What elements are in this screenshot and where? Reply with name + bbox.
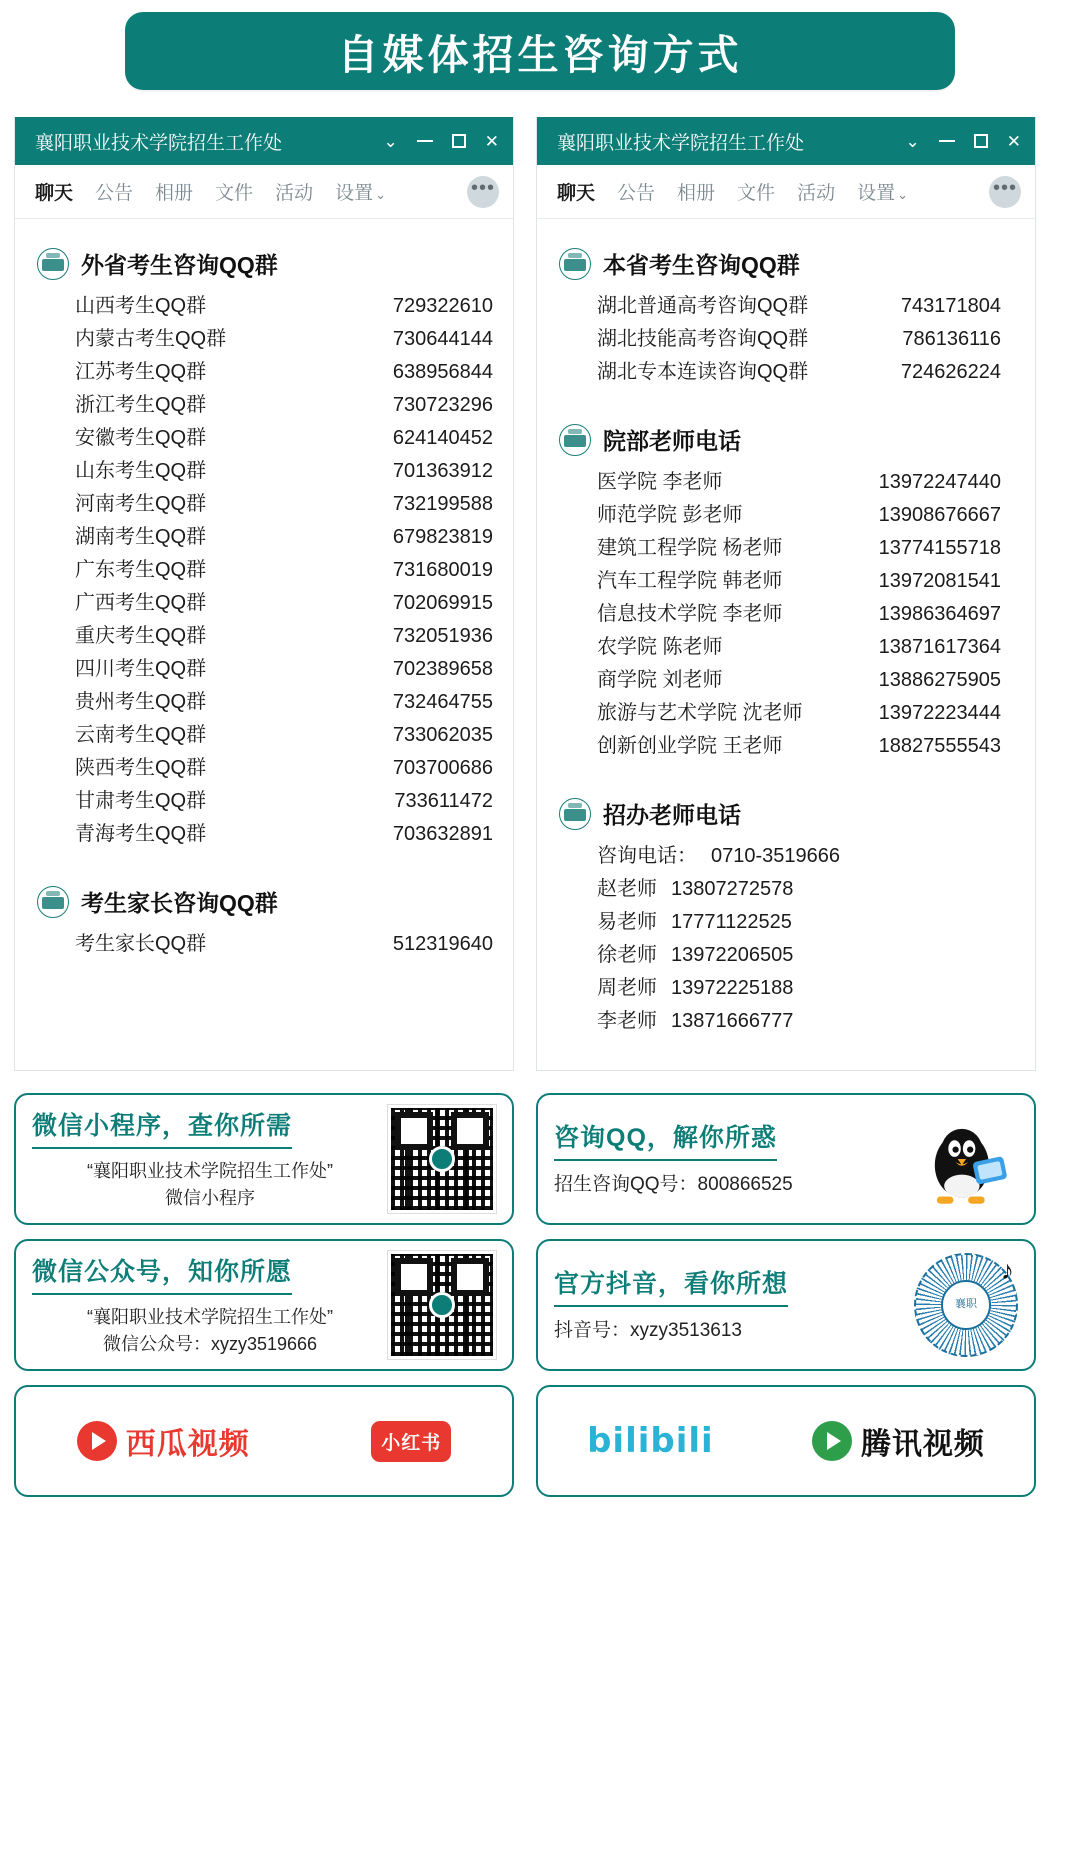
play-icon	[77, 1421, 117, 1461]
card-line-1: “襄阳职业技术学院招生工作处”	[87, 1307, 333, 1327]
chevron-down-icon: ⌄	[897, 187, 908, 202]
tab-announcement-left[interactable]: 公告	[95, 183, 134, 204]
section-out-of-province	[35, 247, 493, 851]
card-video-logos-left[interactable]	[14, 1385, 514, 1497]
list-item: 李老师 13871666777	[597, 1010, 794, 1032]
list-item: 湖南考生QQ群 679823819	[75, 526, 493, 548]
window-titlebar-right	[537, 117, 1035, 165]
tab-chat-right[interactable]: 聊天	[557, 183, 596, 204]
window-title-right: 襄阳职业技术学院招生工作处	[557, 132, 805, 154]
card-heading: 咨询QQ，解你所惑	[554, 1118, 777, 1161]
qr-code-icon	[388, 1251, 496, 1359]
section-parents	[35, 885, 493, 961]
close-icon[interactable]: ✕	[484, 131, 499, 151]
card-wechat-official[interactable]	[14, 1239, 514, 1371]
tab-album-right[interactable]: 相册	[677, 183, 716, 204]
qq-window-left	[14, 117, 514, 1071]
promo-column-right	[536, 1093, 1036, 1497]
list-item: 河南考生QQ群 732199588	[75, 493, 493, 515]
section-gap	[35, 857, 493, 875]
section-title: 本省考生咨询QQ群	[603, 252, 800, 278]
list-item: 徐老师 13972206505	[597, 944, 794, 966]
maximize-icon[interactable]	[452, 134, 466, 148]
section-title: 外省考生咨询QQ群	[81, 252, 278, 278]
tab-settings-right[interactable]: 设置 ⌄	[857, 183, 908, 204]
list-item: 咨询电话： 0710-3519666	[597, 845, 841, 867]
window-title-left: 襄阳职业技术学院招生工作处	[35, 132, 283, 154]
section-title: 院部老师电话	[603, 428, 741, 454]
qq-group-list-in-province	[557, 290, 1015, 389]
section-header	[559, 247, 1015, 280]
section-admission-office	[557, 797, 1015, 1038]
card-line-1: 招生咨询QQ号：800866525	[554, 1174, 793, 1195]
page-banner	[125, 12, 955, 90]
window-titlebar-left	[15, 117, 513, 165]
list-item: 贵州考生QQ群 732464755	[75, 691, 493, 713]
qq-window-right	[536, 117, 1036, 1071]
window-controls-right	[906, 133, 1022, 150]
list-item: 建筑工程学院 杨老师 13774155718	[597, 537, 1001, 559]
section-gap	[557, 769, 1015, 787]
list-item: 医学院 李老师 13972247440	[597, 471, 1001, 493]
logo-label: 西瓜视频	[125, 1428, 250, 1461]
qq-penguin-icon	[914, 1107, 1018, 1211]
list-item: 易老师 17771122525	[597, 911, 792, 933]
seal-inner-emblem: 襄职	[941, 1280, 991, 1330]
card-qq-consult[interactable]	[536, 1093, 1036, 1225]
list-item: 山西考生QQ群 729322610	[75, 295, 493, 317]
qq-group-list-parents	[35, 928, 493, 961]
list-item: 农学院 陈老师 13871617364	[597, 636, 1001, 658]
list-item: 安徽考生QQ群 624140452	[75, 427, 493, 449]
list-item: 湖北专本连读咨询QQ群 724626224	[597, 361, 1001, 383]
list-item: 汽车工程学院 韩老师 13972081541	[597, 570, 1001, 592]
tab-activity-left[interactable]: 活动	[275, 183, 314, 204]
tab-chat-left[interactable]: 聊天	[35, 183, 74, 204]
logo-label: bilibili	[587, 1421, 714, 1461]
window-tabs-left	[15, 165, 513, 219]
tab-activity-right[interactable]: 活动	[797, 183, 836, 204]
chevron-down-icon[interactable]: ⌄	[383, 131, 398, 151]
section-title: 招办老师电话	[603, 802, 741, 828]
section-department-teachers	[557, 423, 1015, 763]
list-item: 浙江考生QQ群 730723296	[75, 394, 493, 416]
tab-files-right[interactable]: 文件	[737, 183, 776, 204]
douyin-seal-icon	[914, 1253, 1018, 1357]
card-text	[554, 1118, 914, 1200]
list-item: 湖北技能高考咨询QQ群 786136116	[597, 328, 1001, 350]
list-item: 信息技术学院 李老师 13986364697	[597, 603, 1001, 625]
promo-cards	[0, 1071, 1080, 1497]
list-item: 广西考生QQ群 702069915	[75, 592, 493, 614]
card-douyin[interactable]	[536, 1239, 1036, 1371]
list-item: 云南考生QQ群 733062035	[75, 724, 493, 746]
school-emblem-icon	[559, 248, 591, 280]
chevron-down-icon[interactable]: ⌄	[905, 131, 920, 151]
more-options-button-right[interactable]: •••	[989, 176, 1021, 208]
window-controls-left	[384, 133, 500, 150]
list-item: 商学院 刘老师 13886275905	[597, 669, 1001, 691]
list-item: 内蒙古考生QQ群 730644144	[75, 328, 493, 350]
maximize-icon[interactable]	[974, 134, 988, 148]
admission-phone-list	[557, 840, 1015, 1038]
card-heading: 微信小程序，查你所需	[32, 1106, 292, 1149]
list-item: 陕西考生QQ群 703700686	[75, 757, 493, 779]
close-icon[interactable]: ✕	[1006, 131, 1021, 151]
section-header	[37, 247, 493, 280]
school-emblem-icon	[37, 248, 69, 280]
music-note-icon: ♪	[1001, 1255, 1014, 1285]
list-item: 考生家长QQ群 512319640	[75, 933, 493, 955]
tab-files-left[interactable]: 文件	[215, 183, 254, 204]
qr-code-icon	[388, 1105, 496, 1213]
qq-group-list-out-province	[35, 290, 493, 851]
logo-tencent-video[interactable]	[812, 1419, 985, 1463]
list-item: 四川考生QQ群 702389658	[75, 658, 493, 680]
section-title: 考生家长咨询QQ群	[81, 890, 278, 916]
list-item: 湖北普通高考咨询QQ群 743171804	[597, 295, 1001, 317]
list-item: 山东考生QQ群 701363912	[75, 460, 493, 482]
list-item: 青海考生QQ群 703632891	[75, 823, 493, 845]
card-heading: 微信公众号，知你所愿	[32, 1252, 292, 1295]
school-emblem-icon	[37, 886, 69, 918]
page-title: 自媒体招生咨询方式	[337, 31, 743, 78]
list-item: 赵老师 13807272578	[597, 878, 794, 900]
window-body-right	[537, 219, 1035, 1070]
card-text	[32, 1106, 388, 1212]
play-icon	[812, 1421, 852, 1461]
logo-xiaohongshu[interactable]	[371, 1421, 451, 1462]
more-options-button-left[interactable]: •••	[467, 176, 499, 208]
section-header	[559, 423, 1015, 456]
minimize-icon[interactable]	[417, 140, 433, 142]
logo-xigua-video[interactable]	[77, 1419, 250, 1463]
list-item: 甘肃考生QQ群 733611472	[75, 790, 493, 812]
card-heading: 官方抖音，看你所想	[554, 1264, 788, 1307]
tab-settings-left[interactable]: 设置 ⌄	[335, 183, 386, 204]
minimize-icon[interactable]	[939, 140, 955, 142]
windows-container	[0, 90, 1080, 1071]
window-tabs-right	[537, 165, 1035, 219]
card-line-2: 微信公众号：xyzy3519666	[102, 1334, 318, 1354]
school-emblem-icon	[559, 798, 591, 830]
tab-album-left[interactable]: 相册	[155, 183, 194, 204]
section-gap	[557, 395, 1015, 413]
section-in-province	[557, 247, 1015, 389]
card-line-1: 抖音号：xyzy3513613	[554, 1320, 742, 1341]
section-header	[37, 885, 493, 918]
card-wechat-miniprogram[interactable]	[14, 1093, 514, 1225]
logo-bilibili[interactable]	[587, 1421, 714, 1461]
list-item: 广东考生QQ群 731680019	[75, 559, 493, 581]
list-item: 江苏考生QQ群 638956844	[75, 361, 493, 383]
card-line-2: 微信小程序	[165, 1188, 255, 1208]
list-item: 周老师 13972225188	[597, 977, 794, 999]
window-body-left	[15, 219, 513, 993]
section-header	[559, 797, 1015, 830]
banner-container	[0, 0, 1080, 90]
card-text	[554, 1264, 914, 1346]
teacher-phone-list	[557, 466, 1015, 763]
card-video-logos-right[interactable]	[536, 1385, 1036, 1497]
list-item: 师范学院 彭老师 13908676667	[597, 504, 1001, 526]
list-item: 旅游与艺术学院 沈老师 13972223444	[597, 702, 1001, 724]
tab-announcement-right[interactable]: 公告	[617, 183, 656, 204]
list-item: 创新创业学院 王老师 18827555543	[597, 735, 1001, 757]
promo-column-left	[14, 1093, 514, 1497]
chevron-down-icon: ⌄	[375, 187, 386, 202]
card-text	[32, 1252, 388, 1358]
list-item: 重庆考生QQ群 732051936	[75, 625, 493, 647]
logo-label: 小红书	[371, 1421, 451, 1462]
card-line-1: “襄阳职业技术学院招生工作处”	[87, 1161, 333, 1181]
school-emblem-icon	[559, 424, 591, 456]
logo-label: 腾讯视频	[860, 1428, 985, 1461]
